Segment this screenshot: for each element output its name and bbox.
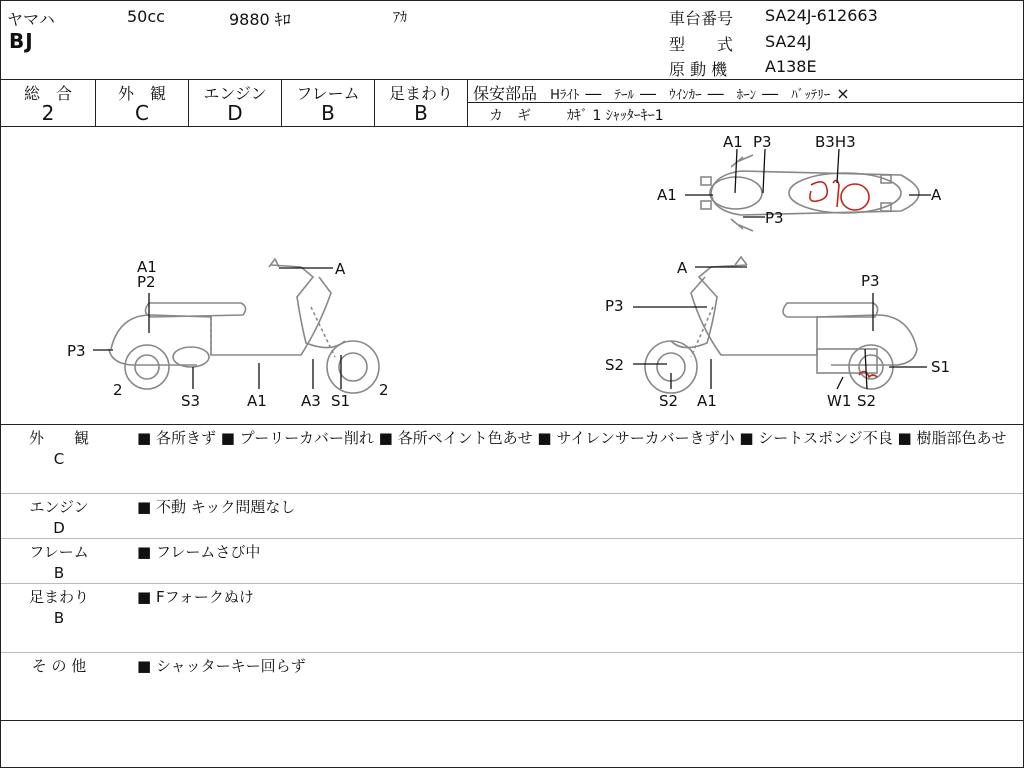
safety-mark: ― <box>707 84 724 103</box>
label-right-a: A <box>677 259 688 277</box>
safety-item-battery: ﾊﾞｯﾃﾘｰ <box>791 88 831 103</box>
label-left-p2: P2 <box>137 273 156 291</box>
divider <box>1 720 1023 721</box>
key-label: カ ギ <box>489 108 531 124</box>
engine-label: 原 動 機 <box>669 60 728 79</box>
safety-item-tail: ﾃｰﾙ <box>614 88 634 103</box>
note-other-label: そ の 他 <box>31 657 87 675</box>
label-left-2-right: 2 <box>379 381 389 399</box>
label-right-s2-rear: S2 <box>857 392 877 410</box>
type-label: 型 式 <box>669 35 734 54</box>
grade-engine-label: エンジン <box>203 84 267 103</box>
safety-item-horn: ﾎｰﾝ <box>736 88 757 103</box>
safety-mark: ― <box>585 84 602 103</box>
grade-engine-value: D <box>227 101 243 125</box>
label-right-p3-mid: P3 <box>605 297 624 315</box>
type-value: SA24J <box>765 32 812 51</box>
label-top-a1-left: A1 <box>657 186 677 204</box>
model-name: BJ <box>9 29 34 53</box>
color: ｱｶ <box>393 10 407 26</box>
note-engine-grade: D <box>53 519 65 537</box>
note-exterior-label: 外 観 <box>28 429 89 447</box>
label-right-w1: W1 <box>827 392 852 410</box>
note-suspension-label: 足まわり <box>28 588 89 606</box>
grade-suspension-label: 足まわり <box>388 84 453 103</box>
key-value: ｶｷﾞ 1 ｼｬｯﾀｰｷｰ1 <box>567 108 664 124</box>
label-top-a: A <box>931 186 942 204</box>
grade-total-value: 2 <box>41 101 55 125</box>
safety-mark: ― <box>639 84 656 103</box>
grade-exterior-label: 外 観 <box>117 84 166 103</box>
label-left-a1: A1 <box>137 258 157 276</box>
grade-frame-value: B <box>321 101 335 125</box>
label-top-p3: P3 <box>753 133 772 151</box>
safety-item-headlight: Hﾗｲﾄ <box>550 88 580 103</box>
grade-exterior-value: C <box>135 101 149 125</box>
grade-total-label: 総 合 <box>23 84 72 103</box>
frame-no-label: 車台番号 <box>669 9 734 28</box>
note-suspension-text: ■ Fフォークぬけ <box>137 588 254 606</box>
label-right-p3-top: P3 <box>861 272 880 290</box>
divider <box>1 583 1023 584</box>
note-frame-text: ■ フレームさび中 <box>137 543 261 561</box>
damage-diagram <box>1 127 1023 424</box>
note-frame-grade: B <box>53 564 65 582</box>
safety-item-winker: ｳｲﾝｶｰ <box>669 88 702 103</box>
label-left-a1-low: A1 <box>247 392 267 410</box>
engine-value: A138E <box>765 57 817 76</box>
safety-mark: × <box>836 84 850 103</box>
label-left-p3: P3 <box>67 342 86 360</box>
label-right-a1: A1 <box>697 392 717 410</box>
note-other-text: ■ シャッターキー回らず <box>137 657 306 675</box>
frame-no: SA24J-612663 <box>765 6 878 25</box>
label-left-s1: S1 <box>331 392 351 410</box>
label-left-2: 2 <box>113 381 123 399</box>
label-right-s2: S2 <box>605 356 625 374</box>
note-engine-text: ■ 不動 キック問題なし <box>137 498 296 516</box>
safety-parts <box>473 81 850 104</box>
divider <box>1 652 1023 653</box>
divider <box>1 424 1023 425</box>
grade-suspension-value: B <box>414 101 428 125</box>
note-exterior-text: ■ 各所きず ■ プーリーカバー削れ ■ 各所ペイント色あせ ■ サイレンサーカバーきず小 ■ シートスポンジ不良 ■ 樹脂部色あせ <box>137 429 1007 447</box>
note-suspension-grade: B <box>53 609 65 627</box>
note-engine-label: エンジン <box>29 498 89 516</box>
safety-mark: ― <box>762 84 779 103</box>
label-left-a: A <box>335 260 346 278</box>
label-top-b3h3: B3H3 <box>815 133 856 151</box>
label-top-a1: A1 <box>723 133 743 151</box>
grade-frame-label: フレーム <box>296 84 360 103</box>
divider <box>1 493 1023 494</box>
label-left-s3: S3 <box>181 392 201 410</box>
label-left-a3: A3 <box>301 392 321 410</box>
displacement: 50cc <box>127 7 165 26</box>
label-right-s1: S1 <box>931 358 951 376</box>
label-right-s2-low: S2 <box>659 392 679 410</box>
divider <box>1 79 1023 80</box>
note-frame-label: フレーム <box>29 543 89 561</box>
safety-title: 保安部品 <box>473 84 538 103</box>
maker: ヤマハ <box>7 10 55 29</box>
divider <box>1 538 1023 539</box>
label-top-p3-low: P3 <box>765 209 784 227</box>
mileage: 9880 ｷﾛ <box>229 10 291 29</box>
note-exterior-grade: C <box>53 450 65 468</box>
